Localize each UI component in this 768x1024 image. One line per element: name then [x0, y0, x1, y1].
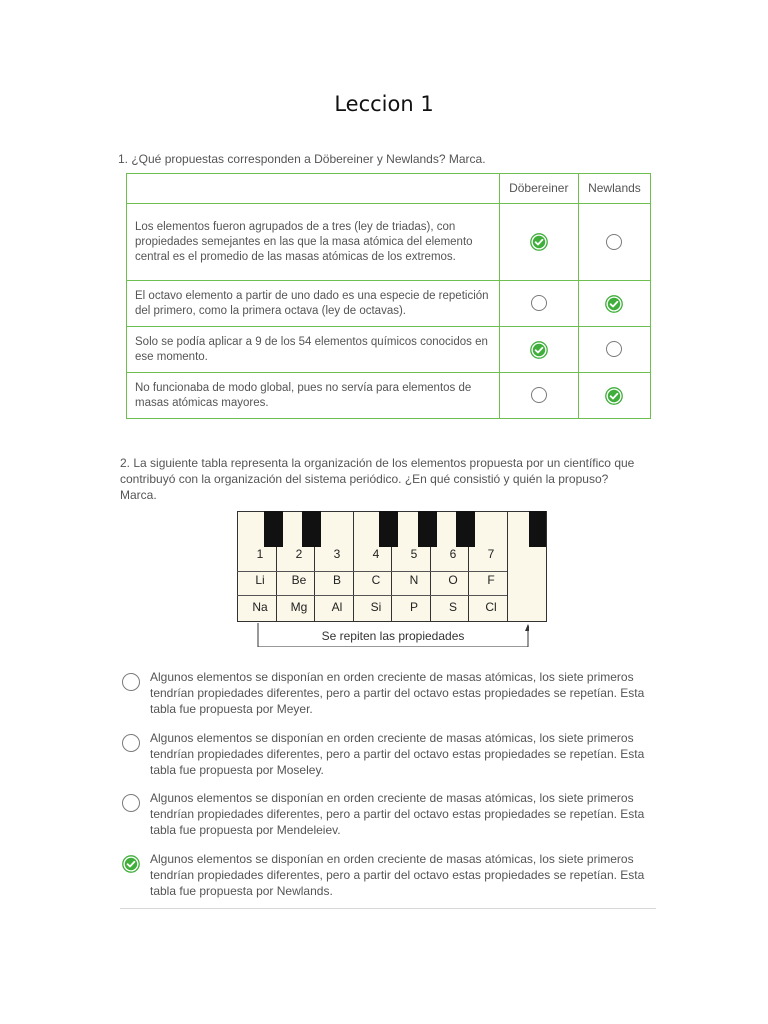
group-number: 5: [410, 547, 418, 561]
radio-circle-icon: [531, 387, 547, 403]
black-key: [418, 511, 437, 547]
radio-icon[interactable]: [122, 734, 140, 752]
dobereiner-choice[interactable]: [499, 373, 578, 419]
black-key: [529, 511, 546, 547]
element-symbol: C: [371, 573, 381, 587]
radio-circle-icon: [606, 234, 622, 250]
radio-icon[interactable]: [122, 673, 140, 691]
group-number: 1: [256, 547, 264, 561]
check-circle-icon: [530, 341, 548, 359]
element-symbol: Cl: [485, 600, 497, 614]
group-number: 7: [487, 547, 495, 561]
black-key: [302, 511, 321, 547]
header-newlands: Newlands: [578, 174, 650, 204]
row-statement: No funcionaba de modo global, pues no servía para elementos de masas atómicas mayores.: [127, 373, 500, 419]
row-statement: El octavo elemento a partir de uno dado es una especie de repetición del primero, como la primera octava (ley de octavas).: [127, 281, 500, 327]
check-circle-icon: [122, 855, 140, 873]
newlands-choice[interactable]: [578, 281, 650, 327]
newlands-choice[interactable]: [578, 327, 650, 373]
dobereiner-choice[interactable]: [499, 281, 578, 327]
element-symbol: S: [448, 600, 457, 614]
element-symbol: Si: [370, 600, 382, 614]
table-row: [127, 327, 651, 373]
check-circle-icon: [605, 387, 623, 405]
element-symbol: F: [487, 573, 495, 587]
page-title: Leccion 1: [334, 92, 434, 116]
newlands-choice[interactable]: [578, 373, 650, 419]
question-1-table: [126, 173, 651, 419]
black-key: [379, 511, 398, 547]
header-empty-cell: [127, 174, 500, 204]
dobereiner-choice[interactable]: [499, 204, 578, 281]
divider: [120, 908, 656, 909]
group-number: 6: [449, 547, 457, 561]
element-symbol: Li: [255, 573, 265, 587]
group-number: 4: [372, 547, 380, 561]
newlands-choice[interactable]: [578, 204, 650, 281]
element-symbol: N: [409, 573, 419, 587]
piano-row-divider: [237, 595, 507, 596]
question-1-prompt: 1. ¿Qué propuestas corresponden a Döbereiner y Newlands? Marca.: [118, 152, 486, 166]
group-number: 3: [333, 547, 341, 561]
option-text: Algunos elementos se disponían en orden creciente de masas atómicas, los siete primeros tendrían propiedades diferentes, pero a partir del octavo estas propiedades se repetían. Esta tabla fue propuesta por Moseley.: [150, 731, 645, 777]
radio-icon[interactable]: [122, 794, 140, 812]
check-circle-icon: [530, 233, 548, 251]
question-2-prompt: 2. La siguiente tabla representa la organización de los elementos propuesta por un científico que contribuyó con la organización del sistema periódico. ¿En qué consistió y quién la propuso? Marca.: [120, 456, 635, 502]
group-number: 2: [295, 547, 303, 561]
radio-circle-icon: [122, 673, 140, 691]
radio-circle-icon: [531, 295, 547, 311]
header-dobereiner: Döbereiner: [499, 174, 578, 204]
table-row: [127, 373, 651, 419]
black-key: [456, 511, 475, 547]
dobereiner-choice[interactable]: [499, 327, 578, 373]
radio-icon[interactable]: [122, 855, 140, 873]
radio-circle-icon: [606, 341, 622, 357]
row-statement: Los elementos fueron agrupados de a tres (ley de triadas), con propiedades semejantes en las que la masa atómica del elemento central es el promedio de las masas atómicas de los extremos.: [127, 204, 500, 281]
element-symbol: O: [448, 573, 458, 587]
element-symbol: Mg: [290, 600, 308, 614]
octave-piano-diagram: [237, 511, 546, 621]
element-symbol: Be: [291, 573, 307, 587]
row-statement: Solo se podía aplicar a 9 de los 54 elementos químicos conocidos en ese momento.: [127, 327, 500, 373]
radio-circle-icon: [122, 734, 140, 752]
radio-circle-icon: [122, 794, 140, 812]
element-symbol: Na: [252, 600, 268, 614]
table-row: [127, 281, 651, 327]
option-text: Algunos elementos se disponían en orden creciente de masas atómicas, los siete primeros tendrían propiedades diferentes, pero a partir del octavo estas propiedades se repetían. Esta tabla fue propuesta por Mendeleiev.: [150, 791, 645, 837]
element-symbol: Al: [331, 600, 343, 614]
option-text: Algunos elementos se disponían en orden creciente de masas atómicas, los siete primeros tendrían propiedades diferentes, pero a partir del octavo estas propiedades se repetían. Esta tabla fue propuesta por Meyer.: [150, 670, 645, 716]
piano-row-divider: [237, 571, 507, 572]
element-symbol: B: [332, 573, 341, 587]
black-key: [264, 511, 283, 547]
option-text: Algunos elementos se disponían en orden creciente de masas atómicas, los siete primeros tendrían propiedades diferentes, pero a partir del octavo estas propiedades se repetían. Esta tabla fue propuesta por Newlands.: [150, 852, 645, 898]
bracket-label: Se repiten las propiedades: [321, 629, 465, 643]
check-circle-icon: [605, 295, 623, 313]
element-symbol: P: [409, 600, 418, 614]
table-row: [127, 204, 651, 281]
